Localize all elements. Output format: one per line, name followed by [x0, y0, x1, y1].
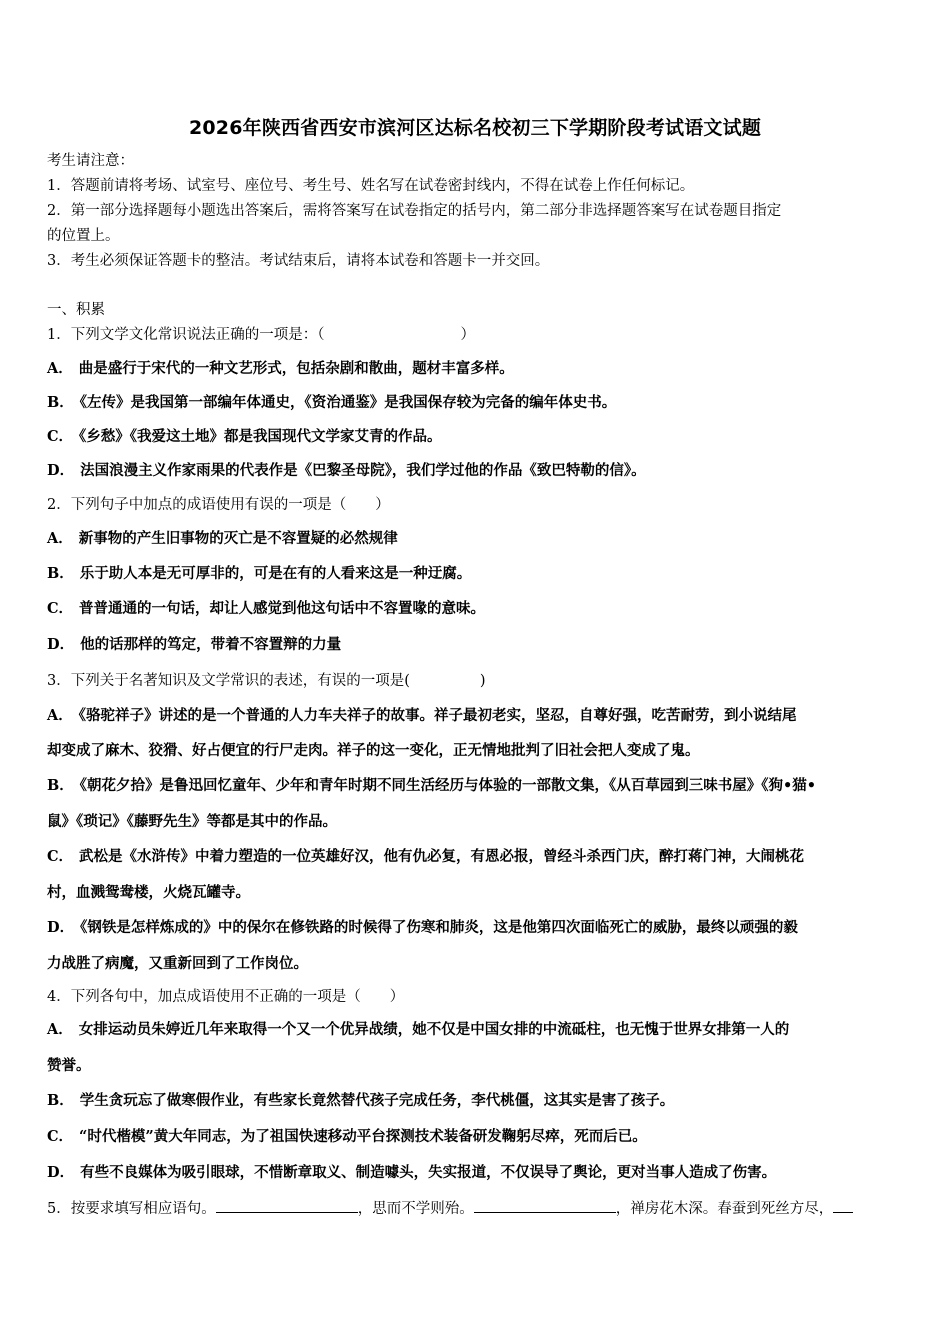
- option-text: 武松是《水浒传》中着力塑造的一位英雄好汉，他有仇必复，有恩必报，曾经斗杀西门庆，醉打蒋门神，大闹桃花: [79, 848, 805, 865]
- option-letter: D．: [47, 462, 75, 479]
- q3-option-b[interactable]: [47, 776, 907, 796]
- q4-number: 4．: [47, 989, 71, 1005]
- q3-option-c-cont: 村，血溅鸳鸯楼，火烧瓦罐寺。: [47, 884, 250, 901]
- q1-option-d[interactable]: [47, 461, 907, 481]
- option-text: 女排运动员朱婷近几年来取得一个又一个优异战绩，她不仅是中国女排的中流砥柱，也无愧于世界女排第一人的: [78, 1021, 790, 1038]
- q1-option-c[interactable]: [47, 427, 907, 447]
- q4-stem-text: 下列各句中，加点成语使用不正确的一项是（ ）: [70, 989, 405, 1005]
- option-letter: A．: [47, 707, 73, 724]
- q2-stem: [47, 495, 907, 515]
- option-text: “时代楷模”黄大年同志，为了祖国快速移动平台探测技术装备研发鞠躬尽瘁，死而后已。: [79, 1128, 647, 1145]
- q5-blank-2[interactable]: [474, 1198, 616, 1213]
- q3-stem: [47, 671, 907, 691]
- q4-option-a-cont: 赞誉。: [47, 1057, 91, 1074]
- q4-option-d[interactable]: [47, 1163, 907, 1183]
- option-text: 法国浪漫主义作家雨果的代表作是《巴黎圣母院》，我们学过他的作品《致巴特勒的信》。: [80, 462, 646, 479]
- option-text: 曲是盛行于宋代的一种文艺形式，包括杂剧和散曲，题材丰富多样。: [78, 360, 514, 377]
- q4-option-a[interactable]: [47, 1020, 907, 1040]
- q1-option-b[interactable]: [47, 393, 907, 413]
- option-letter: C．: [47, 600, 74, 617]
- option-text: 学生贪玩忘了做寒假作业，有些家长竟然替代孩子完成任务，李代桃僵，这其实是害了孩子。: [79, 1092, 675, 1109]
- q5-number: 5．: [47, 1201, 71, 1217]
- q1-stem: [47, 325, 907, 345]
- option-letter: D．: [47, 636, 75, 653]
- notice-item-1: 1．答题前请将考场、试室号、座位号、考生号、姓名写在试卷密封线内，不得在试卷上作任何标记。: [47, 178, 695, 194]
- q3-option-a-cont: 却变成了麻木、狡猾、好占便宜的行尸走肉。祥子的这一变化，正无情地批判了旧社会把人变成了鬼。: [47, 742, 700, 759]
- q5-blank-3[interactable]: [833, 1198, 853, 1213]
- q1-stem-end: ）: [460, 327, 475, 343]
- notice-item-3: 3．考生必须保证答题卡的整洁。考试结束后，请将本试卷和答题卡一并交回。: [47, 253, 550, 269]
- q4-option-c[interactable]: [47, 1127, 907, 1147]
- q2-option-d[interactable]: [47, 635, 907, 655]
- q2-option-c[interactable]: [47, 599, 907, 619]
- q5-stem: [47, 1198, 907, 1219]
- option-letter: A．: [47, 360, 73, 377]
- q2-option-a[interactable]: [47, 529, 907, 549]
- q5-text-1: 按要求填写相应语句。: [70, 1201, 216, 1217]
- option-letter: B．: [47, 777, 74, 794]
- q4-option-b[interactable]: [47, 1091, 907, 1111]
- option-letter: C．: [47, 1128, 74, 1145]
- option-letter: D．: [47, 1164, 75, 1181]
- option-text: 普普通通的一句话，却让人感觉到他这句话中不容置喙的意味。: [79, 600, 486, 617]
- option-text: 他的话那样的笃定，带着不容置辩的力量: [80, 636, 342, 653]
- option-letter: C．: [47, 848, 74, 865]
- q5-text-3: ，禅房花木深。春蚕到死丝方尽，: [615, 1201, 834, 1217]
- q2-number: 2．: [47, 497, 71, 513]
- option-text: 《骆驼祥子》讲述的是一个普通的人力车夫祥子的故事。祥子最初老实，坚忍，自尊好强，吃苦耐劳，到小说结尾: [78, 707, 797, 724]
- q3-number: 3．: [47, 673, 71, 689]
- q3-option-c[interactable]: [47, 847, 907, 867]
- q3-option-a[interactable]: [47, 706, 907, 726]
- section-heading: 一、积累: [47, 302, 105, 318]
- option-letter: C．: [47, 428, 74, 445]
- option-text: 《钢铁是怎样炼成的》中的保尔在修铁路的时候得了伤寒和肺炎，这是他第四次面临死亡的威胁，最终以顽强的毅: [80, 919, 798, 936]
- option-letter: D．: [47, 919, 75, 936]
- option-text: 《朝花夕拾》是鲁迅回忆童年、少年和青年时期不同生活经历与体验的一部散文集，《从百草园到三味书屋》《狗•猫•: [79, 777, 817, 794]
- q4-stem: [47, 987, 907, 1007]
- option-text: 《左传》是我国第一部编年体通史，《资治通鉴》是我国保存较为完备的编年体史书。: [79, 394, 617, 411]
- q5-text-2: ，思而不学则殆。: [357, 1201, 474, 1217]
- option-letter: B．: [47, 1092, 74, 1109]
- q1-stem-text: 下列文学文化常识说法正确的一项是：（: [70, 327, 325, 343]
- option-text: 有些不良媒体为吸引眼球，不惜断章取义、制造噱头，失实报道，不仅误导了舆论，更对当事人造成了伤害。: [80, 1164, 777, 1181]
- notice-heading: 考生请注意：: [47, 153, 134, 169]
- option-letter: A．: [47, 1021, 73, 1038]
- option-letter: A．: [47, 530, 73, 547]
- option-text: 乐于助人本是无可厚非的，可是在有的人看来这是一种迂腐。: [79, 565, 472, 582]
- q3-option-b-cont: 鼠》《琐记》《藤野先生》等都是其中的作品。: [47, 813, 337, 830]
- q1-option-a[interactable]: [47, 359, 907, 379]
- exam-title: 2026年陕西省西安市滨河区达标名校初三下学期阶段考试语文试题: [188, 117, 762, 139]
- q3-option-d[interactable]: [47, 918, 907, 938]
- q3-stem-end: ): [479, 673, 486, 689]
- notice-item-2: 2．第一部分选择题每小题选出答案后，需将答案写在试卷指定的括号内，第二部分非选择题答案写在试卷题目指定: [47, 203, 782, 219]
- q5-blank-1[interactable]: [216, 1198, 358, 1213]
- q3-option-d-cont: 力战胜了病魔，又重新回到了工作岗位。: [47, 955, 308, 972]
- q2-stem-text: 下列句子中加点的成语使用有误的一项是（ ）: [70, 497, 390, 513]
- q1-number: 1．: [47, 327, 71, 343]
- q2-option-b[interactable]: [47, 564, 907, 584]
- option-letter: B．: [47, 565, 74, 582]
- notice-item-2-cont: 的位置上。: [47, 228, 120, 244]
- q3-stem-text: 下列关于名著知识及文学常识的表述，有误的一项是(: [70, 673, 410, 689]
- option-letter: B．: [47, 394, 74, 411]
- option-text: 新事物的产生旧事物的灭亡是不容置疑的必然规律: [78, 530, 398, 547]
- option-text: 《乡愁》《我爱这土地》都是我国现代文学家艾青的作品。: [79, 428, 442, 445]
